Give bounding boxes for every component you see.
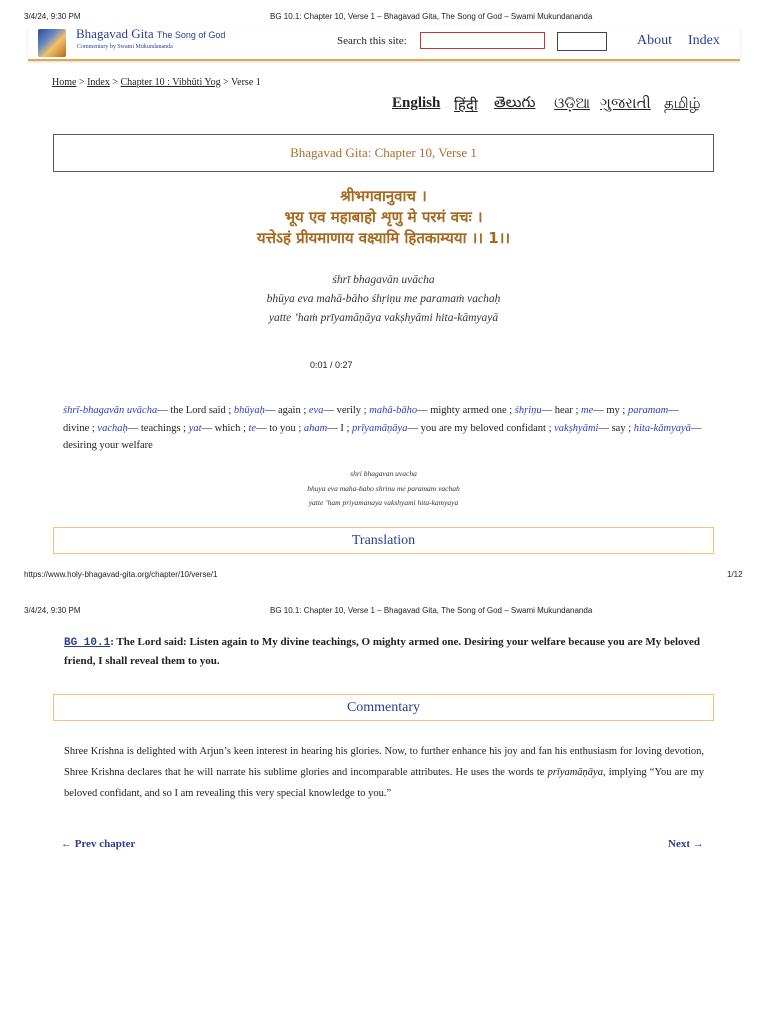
nav-about[interactable]: About [637, 33, 672, 48]
simple-translit-line-1: shri bhagavan uvacha [350, 469, 417, 478]
translit-line-3: yatte ’haṁ prīyamāṇāya vakṣhyāmi hita-kāmyayā [268, 312, 499, 324]
word-term[interactable]: vachaḥ [97, 422, 128, 434]
print-title-2: BG 10.1: Chapter 10, Verse 1 – Bhagavad Gita, The Song of God – Swami Mukundananda [270, 606, 593, 615]
word-term[interactable]: hita-kāmyayā [633, 422, 691, 434]
commentary-text: Shree Krishna is delighted with Arjun’s keen interest in hearing his glories. Now, to further enhance his joy and fan his enthusiasm for loving devotion, Shree Krishna declares that he will narrate his sublime glories and incomparable attributes. He uses the words te prīyamāṇāya, implying “You are my beloved confidant, and so I am revealing this very special knowledge to you.” [64, 746, 704, 799]
krishna-logo-icon[interactable] [38, 29, 66, 57]
prev-chapter-link[interactable]: ← Prev chapter [61, 838, 136, 850]
word-term[interactable]: paramam [627, 405, 669, 416]
print-datetime-2: 3/4/24, 9:30 PM [24, 606, 81, 615]
nav-index[interactable]: Index [688, 33, 720, 48]
simple-translit-line-2: bhuya eva maha-baho shrinu me paramam vachah [307, 484, 460, 493]
translation-text: BG 10.1: The Lord said: Listen again to My divine teachings, O mighty armed one. Desiring your welfare because you are My beloved friend, I shall reveal them to you. [64, 636, 701, 667]
verse-heading: Bhagavad Gita: Chapter 10, Verse 1 [53, 134, 714, 172]
site-title[interactable]: Bhagavad Gita The Song of God [76, 26, 226, 41]
print-url: https://www.holy-bhagavad-gita.org/chapter/10/verse/1 [24, 570, 218, 579]
translit-line-1: śhrī bhagavān uvācha [332, 274, 435, 286]
lang-english[interactable]: English [392, 95, 441, 111]
word-term[interactable]: prīyamāṇāya [352, 422, 408, 434]
audio-time[interactable]: 0:01 / 0:27 [310, 360, 353, 370]
breadcrumb-home[interactable]: Home [52, 77, 77, 88]
site-subtitle: Commentary by Swami Mukundananda [77, 44, 173, 50]
breadcrumb-index[interactable]: Index [87, 77, 110, 88]
breadcrumb-chapter[interactable]: Chapter 10 : Vibhūti Yog [120, 77, 221, 88]
word-term[interactable]: yat [188, 422, 202, 434]
commentary-heading: Commentary [53, 694, 714, 721]
sanskrit-line-1: श्रीभगवानुवाच । [340, 187, 427, 205]
print-page-number: 1/12 [727, 570, 743, 579]
lang-odia[interactable]: ଓଡ଼ିଆ [554, 96, 590, 112]
sanskrit-line-3: यत्तेऽहं प्रीयमाणाय वक्ष्यामि हितकाम्यया ।। 1।। [256, 229, 511, 247]
lang-telugu[interactable]: తెలుగు [494, 95, 536, 111]
word-term[interactable]: te [248, 422, 257, 434]
lang-gujarati[interactable]: ગુજરાતી [600, 96, 651, 112]
word-term[interactable]: aham [303, 422, 328, 434]
print-datetime: 3/4/24, 9:30 PM [24, 12, 81, 21]
word-term[interactable]: vakṣhyāmi [554, 422, 599, 434]
word-term[interactable]: mahā-bāho [369, 405, 418, 416]
breadcrumb: Home > Index > Chapter 10 : Vibhūti Yog > Verse 1 [52, 77, 261, 88]
search-input[interactable] [420, 32, 545, 49]
translation-heading: Translation [53, 527, 714, 554]
search-button[interactable] [557, 32, 607, 51]
word-term[interactable]: eva [308, 405, 324, 416]
lang-tamil[interactable]: தமிழ் [664, 96, 701, 112]
print-title: BG 10.1: Chapter 10, Verse 1 – Bhagavad Gita, The Song of God – Swami Mukundananda [270, 12, 593, 21]
word-meanings: śhrī-bhagavān uvācha— the Lord said ; bhūyaḥ— again ; eva— verily ; mahā-bāho— mighty armed one ; śhṛiṇu— hear ; me— my ; paramam— divine ; vachaḥ— teachings ; yat— which ; te— to you ; aham— I ; prīyamāṇāya— you are my beloved confidant ; vakṣhyāmi— say ; hita-kāmyayā— desiring your welfare [63, 405, 702, 452]
simple-translit-line-3: yatte ’ham priyamanaya vakshyami hita-kamyaya [308, 498, 459, 507]
site-header [28, 26, 740, 61]
word-term[interactable]: me [581, 405, 594, 416]
next-link[interactable]: Next → [668, 838, 704, 850]
verse-ref-link[interactable]: BG 10.1 [64, 637, 111, 649]
word-term[interactable]: bhūyaḥ [233, 405, 265, 416]
translit-line-2: bhūya eva mahā-bāho śhṛiṇu me paramaṁ vachaḥ [266, 293, 501, 305]
word-term[interactable]: śhṛiṇu [514, 405, 542, 416]
sanskrit-line-2: भूय एव महाबाहो शृणु मे परमं वचः । [284, 208, 483, 226]
search-label: Search this site: [337, 35, 407, 47]
lang-hindi[interactable]: हिंदी [454, 98, 478, 114]
word-term[interactable]: śhrī-bhagavān uvācha [63, 405, 158, 416]
breadcrumb-current: Verse 1 [231, 77, 261, 88]
